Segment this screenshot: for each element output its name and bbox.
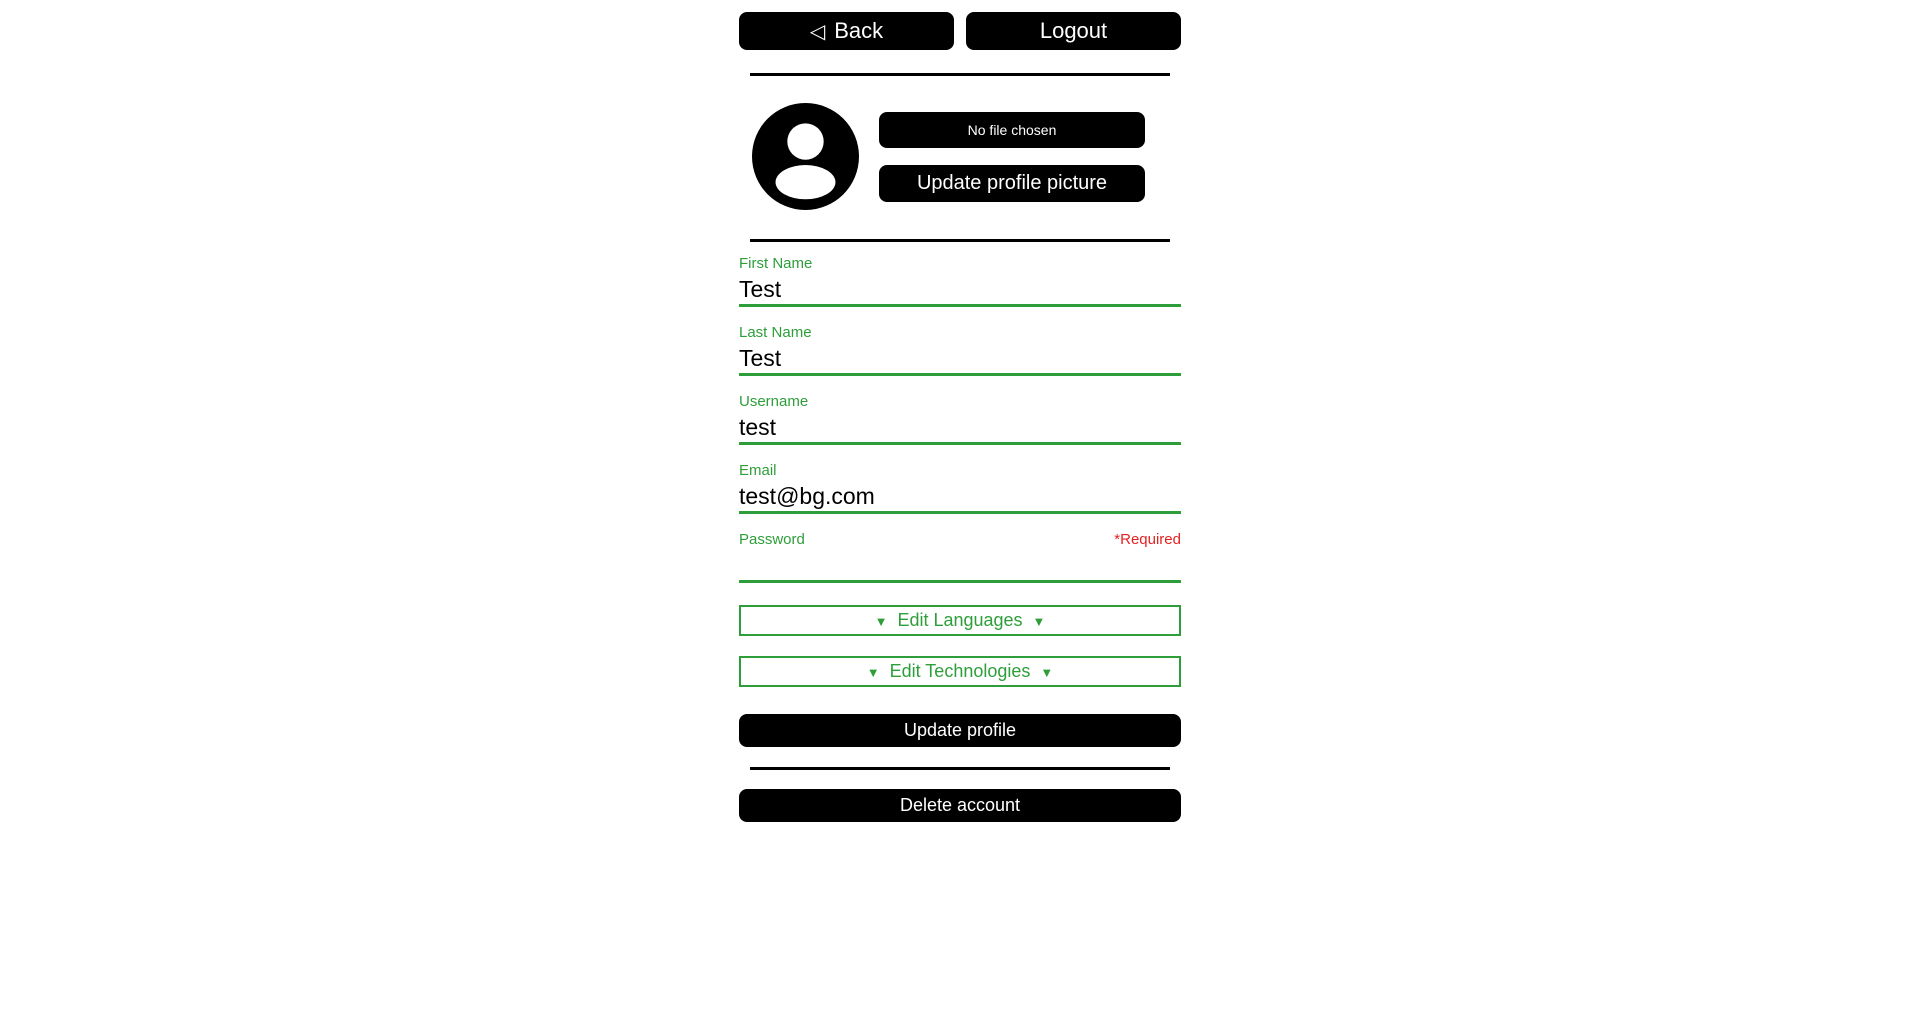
password-label: Password	[739, 531, 805, 548]
chevron-down-icon: ▼	[1032, 614, 1046, 629]
email-input[interactable]	[739, 481, 1181, 514]
chevron-down-icon: ▼	[874, 614, 888, 629]
password-input[interactable]	[739, 550, 1181, 583]
file-input-button[interactable]: No file chosen	[879, 112, 1145, 148]
logout-button[interactable]: Logout	[966, 12, 1181, 50]
edit-technologies-label: Edit Technologies	[889, 661, 1031, 681]
profile-form	[739, 255, 1181, 747]
back-button[interactable]	[739, 12, 954, 50]
profile-picture-section	[739, 103, 1181, 210]
picture-controls	[879, 112, 1145, 202]
edit-languages-label: Edit Languages	[897, 610, 1023, 630]
email-label: Email	[739, 462, 777, 479]
update-picture-button[interactable]: Update profile picture	[879, 165, 1145, 202]
field-first-name	[739, 255, 1181, 307]
field-email	[739, 462, 1181, 514]
divider	[750, 239, 1170, 242]
password-required-note: *Required	[1114, 531, 1181, 548]
last-name-label: Last Name	[739, 324, 812, 341]
top-bar	[739, 12, 1181, 50]
first-name-input[interactable]	[739, 274, 1181, 307]
profile-page	[739, 0, 1181, 822]
update-profile-button[interactable]: Update profile	[739, 714, 1181, 747]
delete-account-button[interactable]: Delete account	[739, 789, 1181, 822]
username-input[interactable]	[739, 412, 1181, 445]
username-label: Username	[739, 393, 809, 410]
divider	[750, 73, 1170, 76]
divider	[750, 767, 1170, 770]
chevron-down-icon: ▼	[866, 665, 880, 680]
back-triangle-icon: ◁	[809, 21, 826, 43]
person-icon	[752, 103, 859, 210]
edit-languages-button[interactable]	[739, 605, 1181, 636]
field-password	[739, 531, 1181, 583]
field-username	[739, 393, 1181, 445]
last-name-input[interactable]	[739, 343, 1181, 376]
first-name-label: First Name	[739, 255, 813, 272]
edit-technologies-button[interactable]	[739, 656, 1181, 687]
chevron-down-icon: ▼	[1040, 665, 1054, 680]
field-last-name	[739, 324, 1181, 376]
back-button-label: Back	[834, 18, 884, 43]
avatar	[752, 103, 859, 210]
